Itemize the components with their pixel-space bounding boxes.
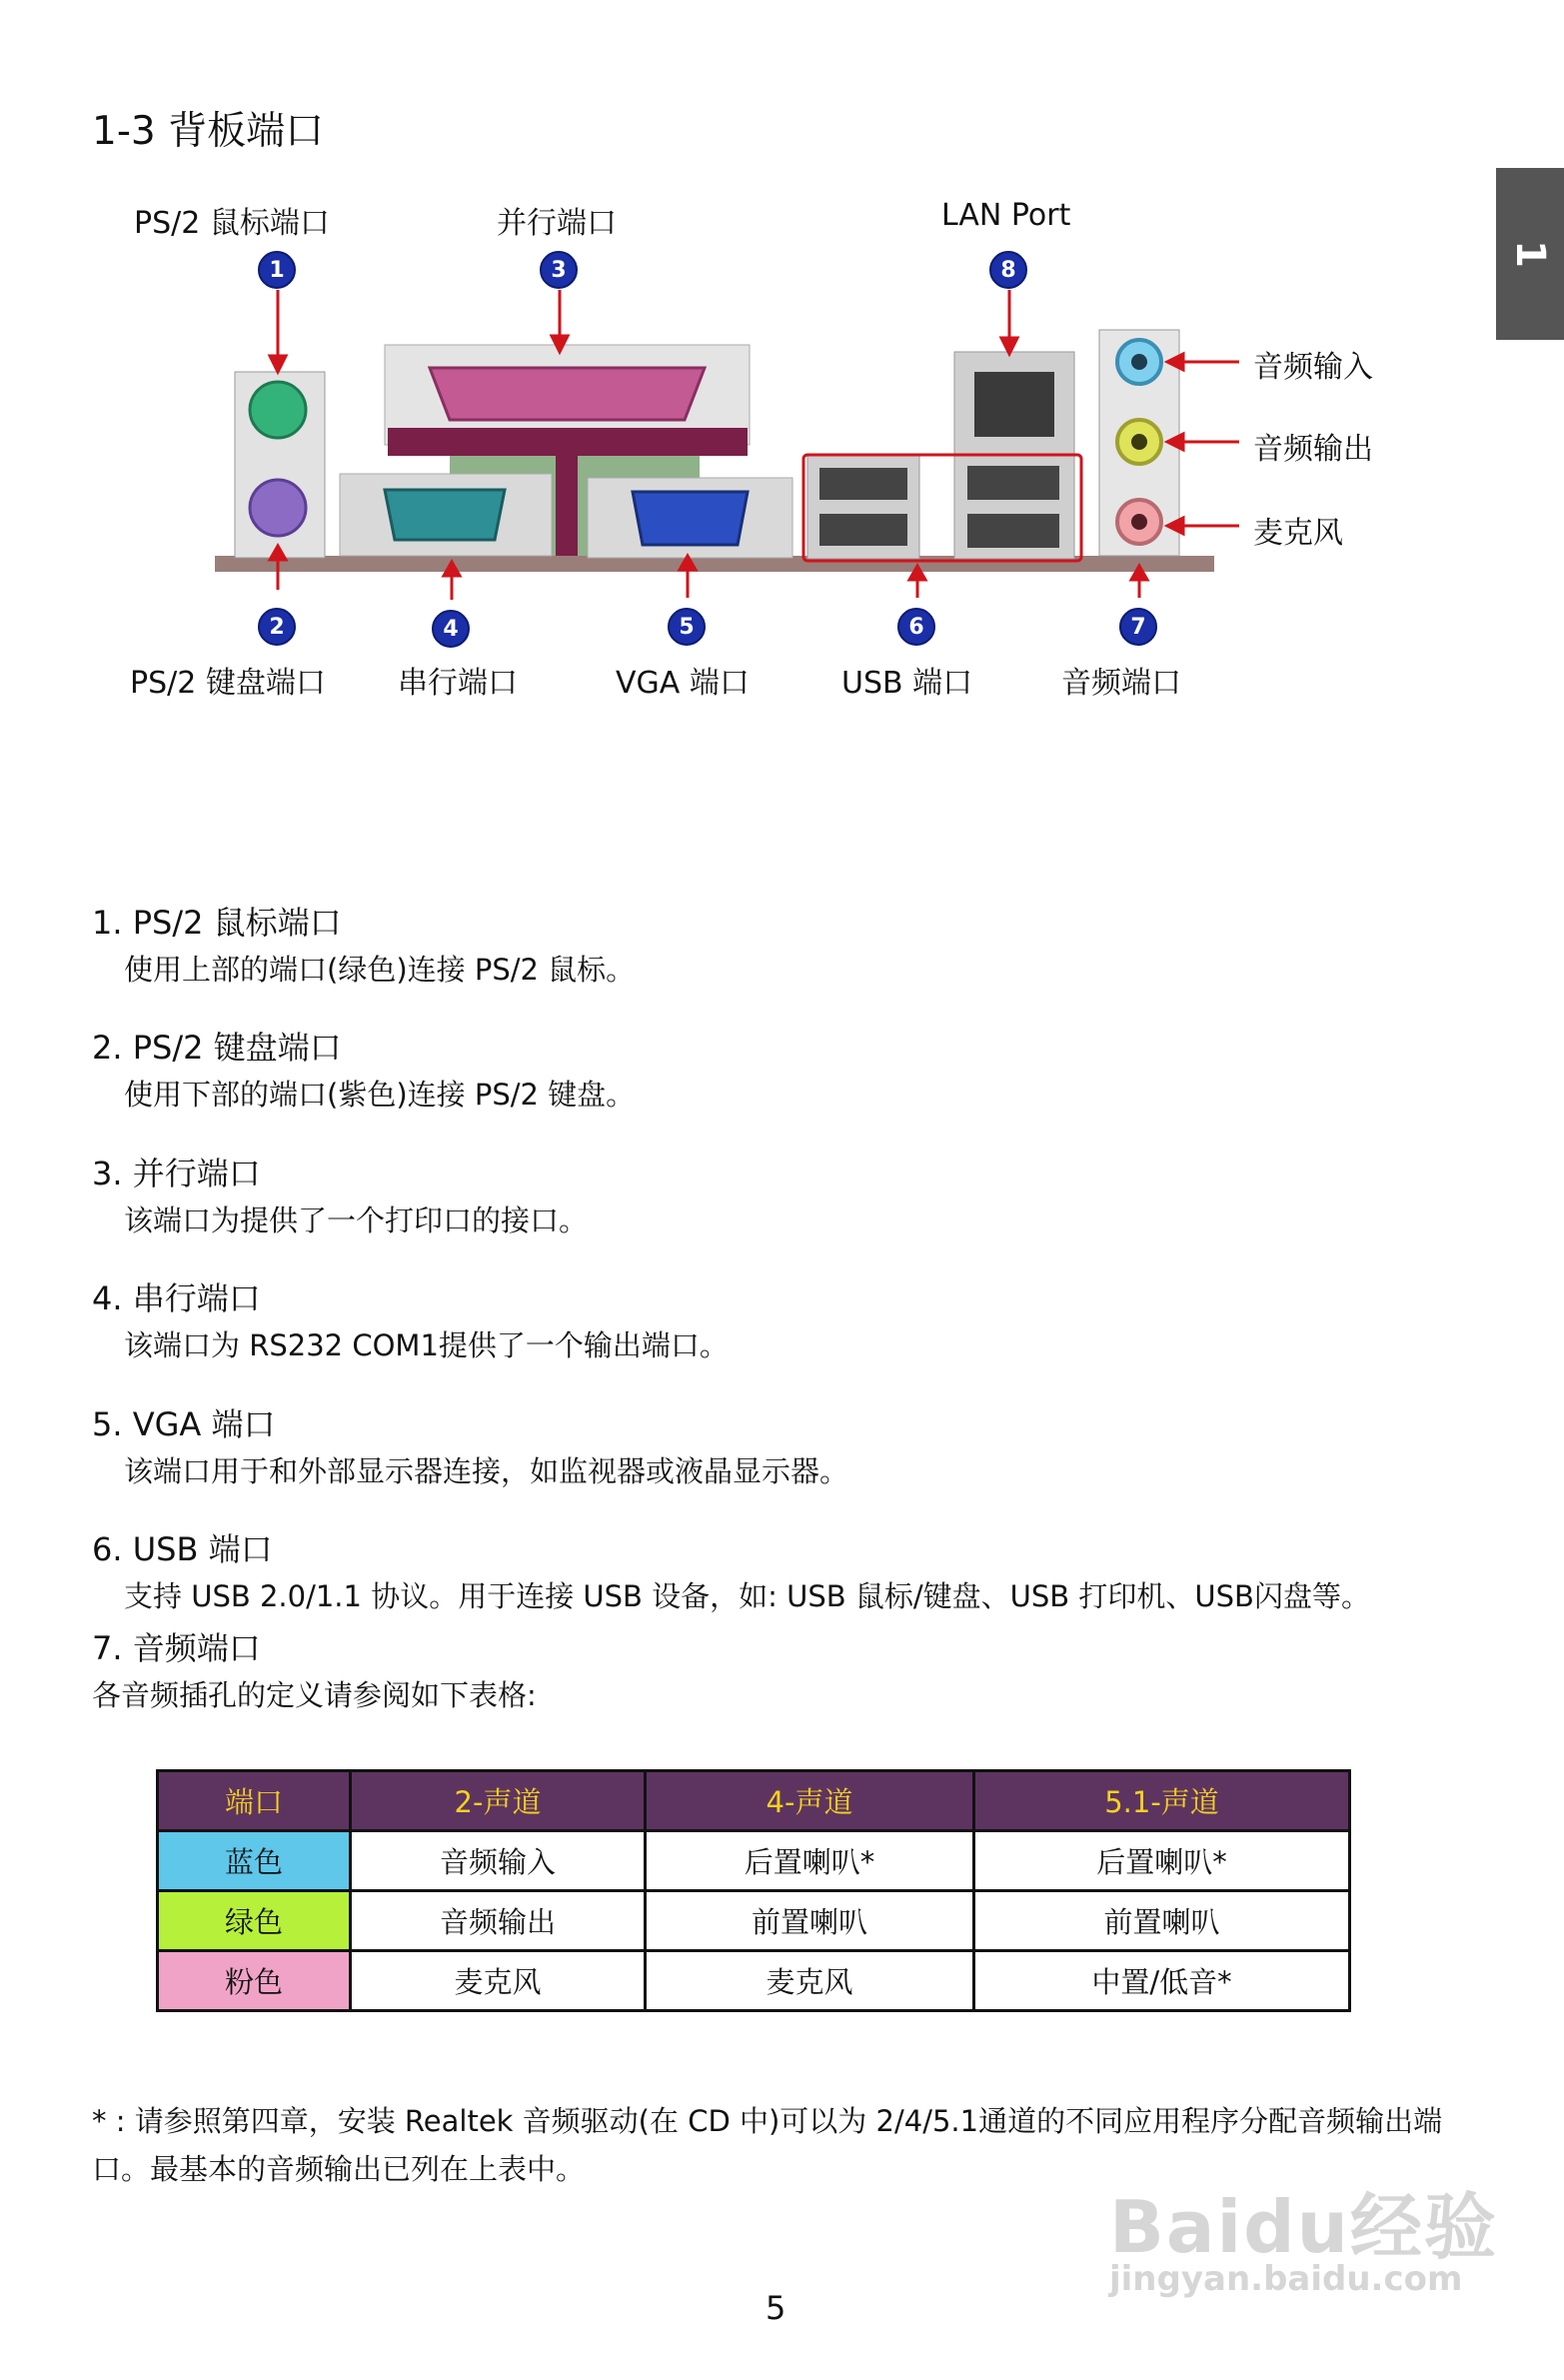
- port-3-title: 3. 并行端口: [92, 1155, 261, 1192]
- port-7-desc: 各音频插孔的定义请参阅如下表格:: [92, 1678, 537, 1712]
- table-row: [158, 1831, 1350, 1891]
- port-4-desc: 该端口为 RS232 COM1提供了一个输出端口。: [124, 1328, 729, 1362]
- table-header: 4-声道: [646, 1771, 974, 1831]
- label-audio: 音频端口: [1061, 666, 1181, 701]
- footnote: * : 请参照第四章，安装 Realtek 音频驱动(在 CD 中)可以为 2/4/5.1通道的不同应用程序分配音频输出端口。最基本的音频输出已列在上表中。: [92, 2104, 1443, 2186]
- port-1-title: 1. PS/2 鼠标端口: [92, 904, 342, 942]
- table-header: 2-声道: [351, 1771, 646, 1831]
- usb-port: [819, 514, 907, 546]
- parallel-post: [556, 440, 578, 556]
- section-title: 1-3 背板端口: [92, 109, 325, 154]
- table-header: 端口: [158, 1771, 351, 1831]
- port-2-title: 2. PS/2 键盘端口: [92, 1029, 342, 1067]
- label-usb: USB 端口: [841, 666, 973, 701]
- table-cell: 蓝色: [158, 1831, 351, 1891]
- ps2-keyboard-jack: [250, 480, 306, 536]
- table-cell: 粉色: [158, 1951, 351, 2011]
- table-cell: 后置喇叭*: [646, 1831, 974, 1891]
- ps2-mouse-jack: [250, 382, 306, 438]
- table-row: [158, 1951, 1350, 2011]
- audio-jack-table: [156, 1769, 1351, 2012]
- port-1-desc: 使用上部的端口(绿色)连接 PS/2 鼠标。: [124, 953, 636, 987]
- label-audio-out: 音频输出: [1253, 432, 1373, 467]
- table-cell: 音频输入: [351, 1831, 646, 1891]
- chapter-tab-number: 1: [1507, 240, 1553, 268]
- callout-5: 5: [668, 608, 706, 646]
- callout-1: 1: [258, 251, 296, 289]
- usb-port: [967, 466, 1059, 500]
- port-5-title: 5. VGA 端口: [92, 1405, 276, 1443]
- callout-6: 6: [897, 608, 935, 646]
- usb-port: [819, 468, 907, 500]
- label-ps2-mouse: PS/2 鼠标端口: [134, 206, 330, 241]
- table-header: 5.1-声道: [974, 1771, 1350, 1831]
- port-7-title: 7. 音频端口: [92, 1629, 261, 1667]
- callout-2: 2: [258, 608, 296, 646]
- table-cell: 音频输出: [351, 1891, 646, 1951]
- callout-8: 8: [989, 251, 1027, 289]
- label-ps2-keyboard: PS/2 键盘端口: [130, 666, 326, 701]
- label-lan: LAN Port: [941, 198, 1071, 233]
- port-3-desc: 该端口为提供了一个打印口的接口。: [124, 1203, 589, 1237]
- parallel-connector: [430, 368, 705, 420]
- table-cell: 前置喇叭: [974, 1891, 1350, 1951]
- callout-3: 3: [540, 251, 578, 289]
- label-audio-in: 音频输入: [1253, 350, 1373, 385]
- label-mic: 麦克风: [1253, 516, 1343, 551]
- label-vga: VGA 端口: [616, 666, 750, 701]
- callout-4: 4: [432, 610, 470, 648]
- callout-7: 7: [1119, 608, 1157, 646]
- table-cell: 中置/低音*: [974, 1951, 1350, 2011]
- lan-jack: [974, 372, 1054, 437]
- port-2-desc: 使用下部的端口(紫色)连接 PS/2 键盘。: [124, 1078, 636, 1112]
- table-row: [158, 1891, 1350, 1951]
- table-cell: 麦克风: [646, 1951, 974, 2011]
- table-header-row: [158, 1771, 1350, 1831]
- port-6-desc: 支持 USB 2.0/1.1 协议。用于连接 USB 设备，如: USB 鼠标/键盘、USB 打印机、USB闪盘等。: [124, 1579, 1370, 1613]
- port-4-title: 4. 串行端口: [92, 1279, 261, 1317]
- port-6-title: 6. USB 端口: [92, 1530, 273, 1568]
- page-number: 5: [766, 2289, 786, 2327]
- label-parallel: 并行端口: [497, 206, 617, 241]
- table-cell: 绿色: [158, 1891, 351, 1951]
- table-cell: 前置喇叭: [646, 1891, 974, 1951]
- port-5-desc: 该端口用于和外部显示器连接，如监视器或液晶显示器。: [124, 1454, 849, 1488]
- table-cell: 麦克风: [351, 1951, 646, 2011]
- table-cell: 后置喇叭*: [974, 1831, 1350, 1891]
- label-serial: 串行端口: [398, 666, 518, 701]
- usb-port: [967, 514, 1059, 548]
- watermark-brand: Baidu经验: [1109, 2185, 1498, 2269]
- vga-connector: [633, 492, 748, 545]
- watermark-url: jingyan.baidu.com: [1109, 2259, 1463, 2299]
- serial-connector: [385, 490, 505, 540]
